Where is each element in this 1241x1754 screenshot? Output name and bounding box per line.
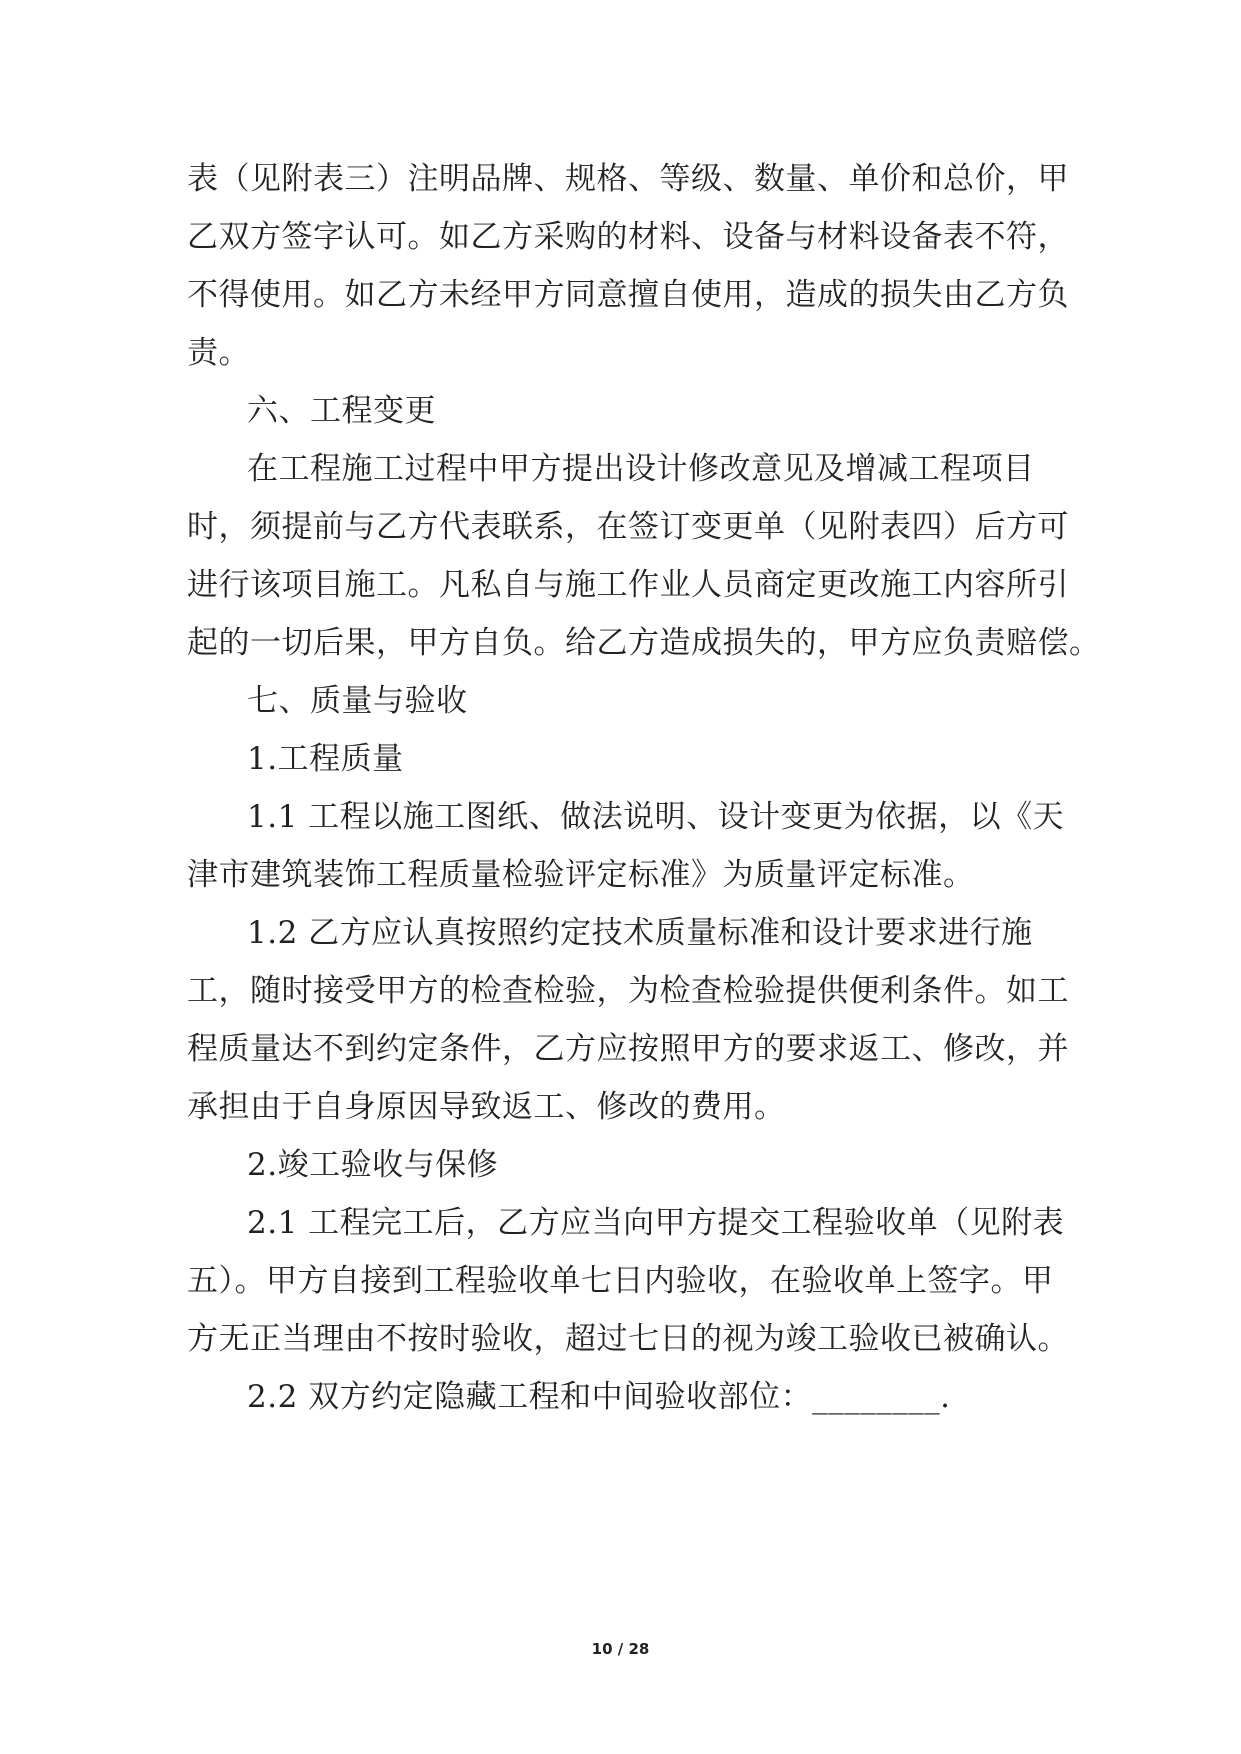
text-line-17: 承担由于自身原因导致返工、修改的费用。 (187, 1089, 786, 1125)
text-line-2: 乙双方签字认可。如乙方采购的材料、设备与材料设备表不符， (187, 219, 1069, 255)
text-line-14: 1.2 乙方应认真按照约定技术质量标准和设计要求进行施 (247, 915, 1033, 951)
subheading-2: 2.竣工验收与保修 (247, 1147, 499, 1183)
text-line-1: 表（见附表三）注明品牌、规格、等级、数量、单价和总价，甲 (187, 161, 1069, 197)
text-line-7: 时，须提前与乙方代表联系，在签订变更单（见附表四）后方可 (187, 509, 1069, 545)
text-line-21: 方无正当理由不按时验收，超过七日的视为竣工验收已被确认。 (187, 1321, 1069, 1357)
section-heading-7: 七、质量与验收 (247, 683, 468, 719)
text-line-9: 起的一切后果，甲方自负。给乙方造成损失的，甲方应负责赔偿。 (187, 625, 1101, 661)
text-line-6: 在工程施工过程中甲方提出设计修改意见及增减工程项目 (247, 451, 1035, 487)
text-line-22: 2.2 双方约定隐藏工程和中间验收部位：________. (247, 1379, 951, 1415)
text-line-16: 程质量达不到约定条件，乙方应按照甲方的要求返工、修改，并 (187, 1031, 1069, 1067)
text-line-8: 进行该项目施工。凡私自与施工作业人员商定更改施工内容所引 (187, 567, 1069, 603)
section-heading-6: 六、工程变更 (247, 393, 436, 429)
text-line-12: 1.1 工程以施工图纸、做法说明、设计变更为依据，以《天 (247, 799, 1065, 835)
text-line-4: 责。 (187, 335, 250, 371)
text-line-13: 津市建筑装饰工程质量检验评定标准》为质量评定标准。 (187, 857, 975, 893)
text-line-19: 2.1 工程完工后，乙方应当向甲方提交工程验收单（见附表 (247, 1205, 1065, 1241)
text-line-20: 五）。甲方自接到工程验收单七日内验收，在验收单上签字。甲 (187, 1263, 1054, 1299)
subheading-1: 1.工程质量 (247, 741, 404, 777)
text-line-15: 工，随时接受甲方的检查检验，为检查检验提供便利条件。如工 (187, 973, 1069, 1009)
page-number: 10 / 28 (591, 1640, 650, 1658)
text-line-3: 不得使用。如乙方未经甲方同意擅自使用，造成的损失由乙方负 (187, 277, 1069, 313)
